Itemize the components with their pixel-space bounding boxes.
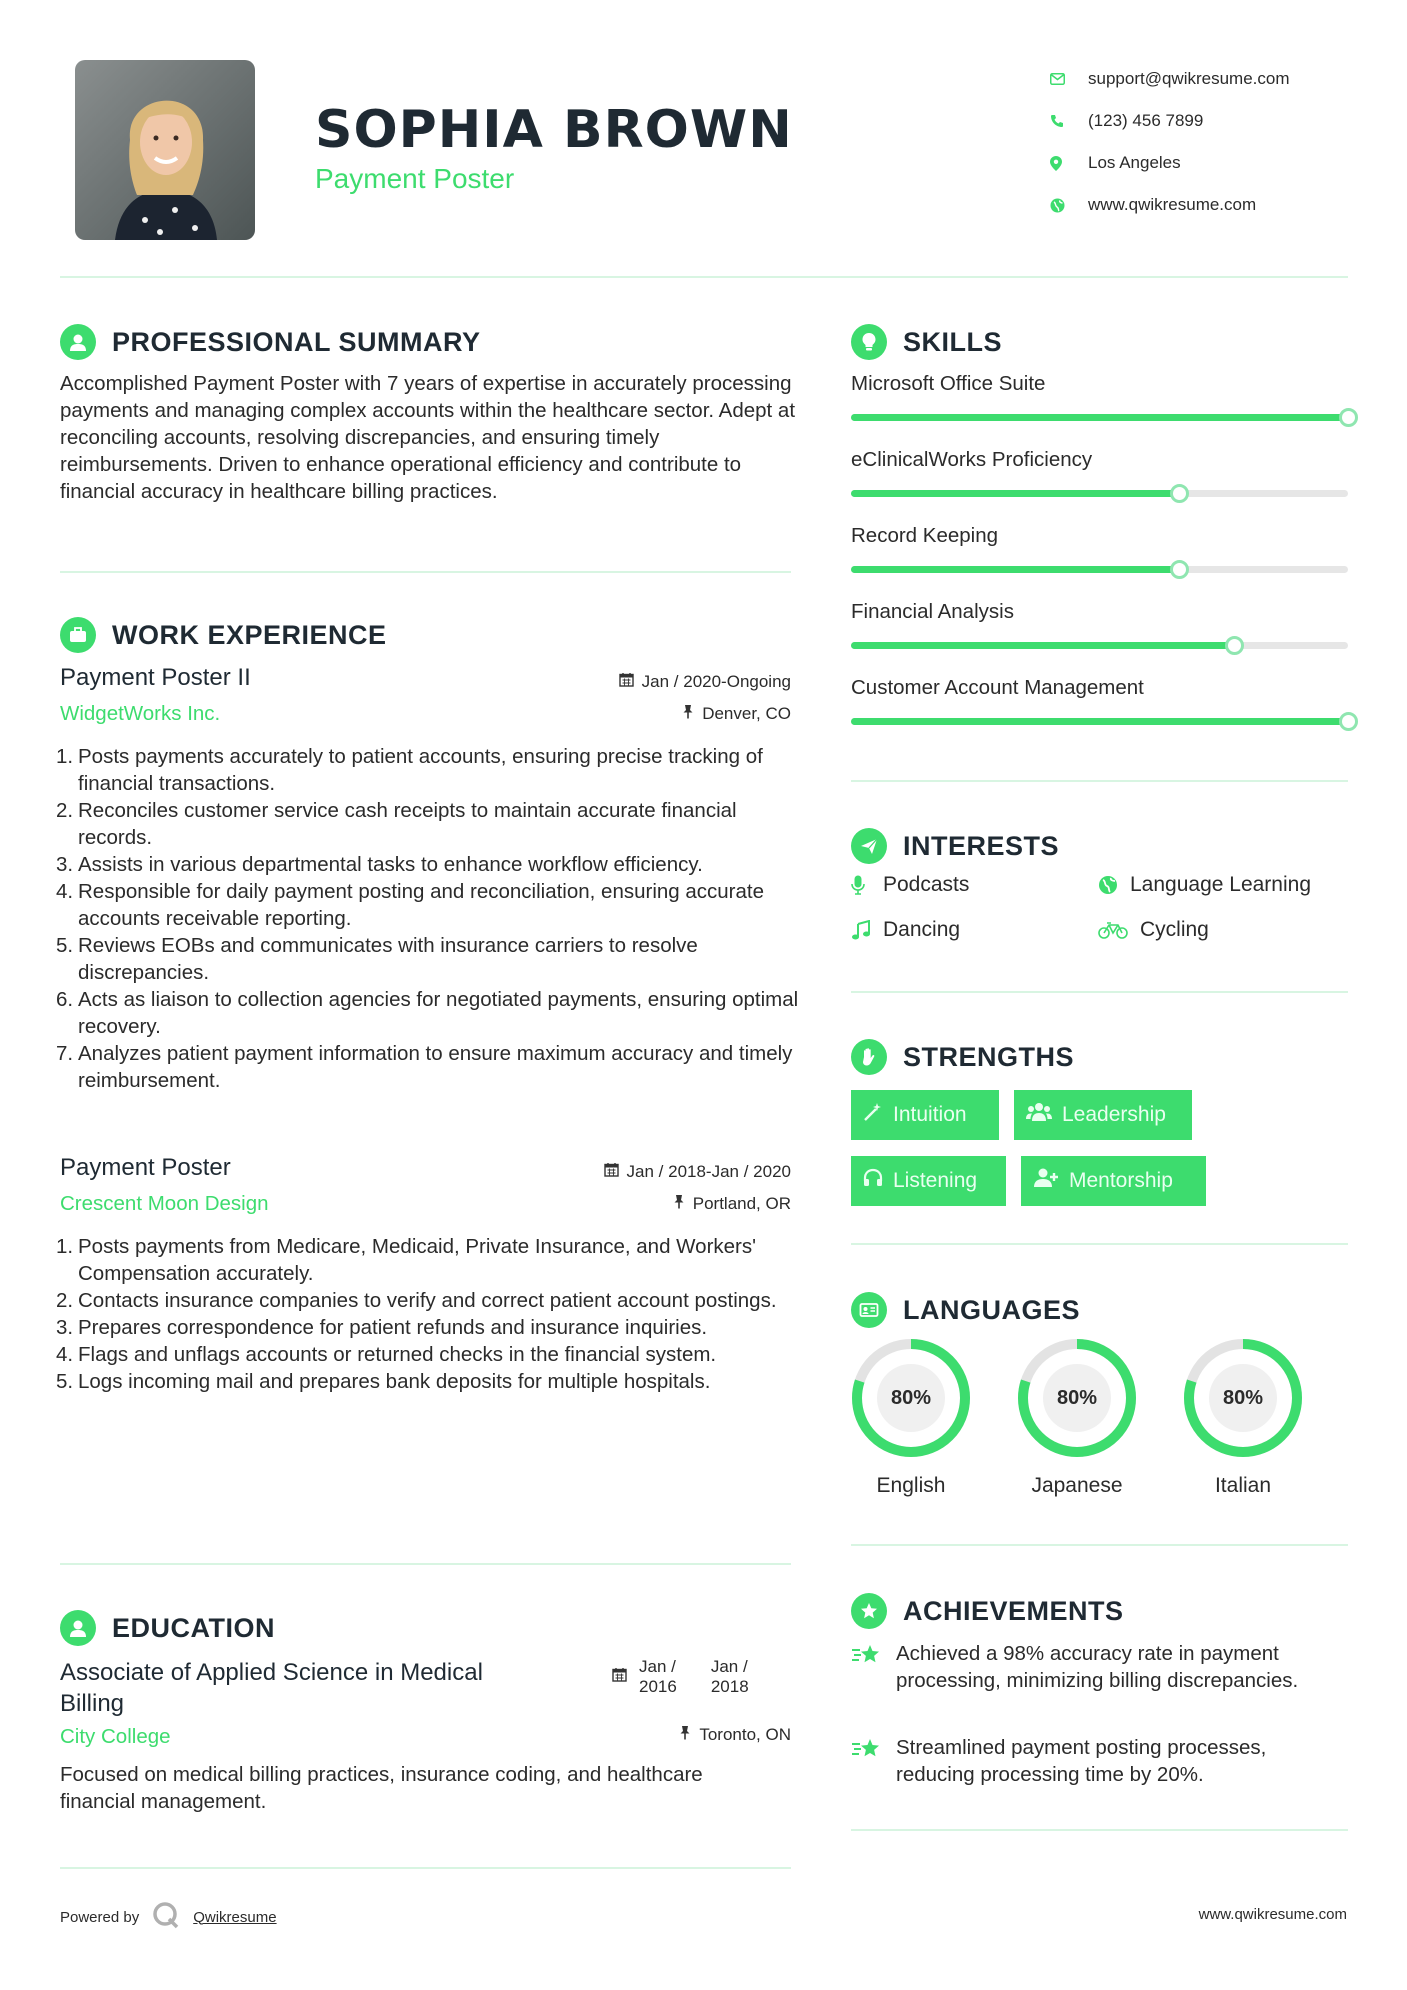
languages-divider xyxy=(851,1544,1348,1546)
degree-title: Associate of Applied Science in Medical Billing xyxy=(60,1659,483,1717)
duty-item: Reconciles customer service cash receipts to maintain accurate financial records. xyxy=(78,799,737,849)
star-badge-icon xyxy=(851,1593,887,1629)
language-name: Italian xyxy=(1214,1474,1272,1497)
skill-label: Record Keeping xyxy=(851,524,999,547)
skill-bar xyxy=(851,490,1348,497)
skill-bar xyxy=(851,566,1348,573)
calendar-icon xyxy=(619,672,634,692)
language-percent: 80% xyxy=(1056,1386,1098,1409)
contact-website[interactable] xyxy=(1050,184,1290,226)
job-1-title: Payment Poster II xyxy=(60,664,251,691)
job-2-title: Payment Poster xyxy=(60,1154,231,1181)
calendar-icon xyxy=(604,1162,619,1182)
hand-icon xyxy=(851,1039,887,1075)
users-icon xyxy=(1026,1102,1052,1128)
experience-divider xyxy=(60,1563,791,1565)
header-divider xyxy=(60,276,1348,278)
job-1-dates: Jan / 2020-Ongoing xyxy=(500,672,791,692)
headphones-icon xyxy=(863,1168,883,1194)
language-item xyxy=(1181,1336,1305,1498)
contact-phone[interactable] xyxy=(1050,100,1290,142)
language-ring xyxy=(849,1336,973,1460)
user-icon xyxy=(60,324,96,360)
skill-label: Microsoft Office Suite xyxy=(851,372,1046,395)
duty-item: Prepares correspondence for patient refunds and insurance inquiries. xyxy=(78,1316,708,1339)
contact-email-text: support@qwikresume.com xyxy=(1088,69,1290,88)
duty-item: Posts payments accurately to patient accounts, ensuring precise tracking of financial transactions. xyxy=(78,745,763,795)
skill-bar-knob xyxy=(1339,408,1358,427)
duty-item: Analyzes patient payment information to ensure maximum accuracy and timely reimbursement. xyxy=(78,1042,793,1092)
lightbulb-icon xyxy=(851,324,887,360)
skills-heading: SKILLS xyxy=(851,324,1002,360)
envelope-icon xyxy=(1050,73,1088,85)
contact-location-text: Los Angeles xyxy=(1088,153,1181,172)
skill-bar-fill xyxy=(851,414,1348,421)
duty-item: Assists in various departmental tasks to enhance workflow efficiency. xyxy=(78,853,703,876)
skill-label: Customer Account Management xyxy=(851,676,1144,699)
language-item xyxy=(849,1336,973,1498)
language-name: English xyxy=(876,1474,946,1497)
footer-brand-link[interactable]: Qwikresume xyxy=(193,1908,277,1926)
interest-cycling: Cycling xyxy=(1098,918,1209,942)
skill-bar xyxy=(851,414,1348,421)
skill-bar-fill xyxy=(851,490,1179,497)
skill-bar xyxy=(851,718,1348,725)
globe-icon xyxy=(1098,875,1130,895)
school-name: City College xyxy=(60,1725,171,1748)
profile-photo xyxy=(75,60,255,240)
interest-podcasts: Podcasts xyxy=(851,873,969,897)
education-description: Focused on medical billing practices, insurance coding, and healthcare financial management. xyxy=(60,1763,703,1813)
magic-wand-icon xyxy=(863,1102,883,1128)
strengths-divider xyxy=(851,1243,1348,1245)
calendar-icon xyxy=(612,1667,627,1687)
duty-item: Reviews EOBs and communicates with insurance carriers to resolve discrepancies. xyxy=(78,934,698,984)
briefcase-icon xyxy=(60,617,96,653)
strength-mentorship: Mentorship xyxy=(1021,1156,1206,1206)
user-plus-icon xyxy=(1033,1168,1059,1194)
strength-intuition: Intuition xyxy=(851,1090,999,1140)
achievement-item: Streamlined payment posting processes, reducing processing time by 20%. xyxy=(851,1734,1348,1788)
skill-bar xyxy=(851,642,1348,649)
experience-heading: WORK EXPERIENCE xyxy=(60,617,387,653)
job-2-duties xyxy=(60,1233,800,1395)
achievement-item: Achieved a 98% accuracy rate in payment processing, minimizing billing discrepancies. xyxy=(851,1640,1348,1694)
duty-item: Flags and unflags accounts or returned checks in the financial system. xyxy=(78,1343,717,1366)
contact-email[interactable] xyxy=(1050,58,1290,100)
skill-label: eClinicalWorks Proficiency xyxy=(851,448,1093,471)
job-2-dates: Jan / 2018-Jan / 2020 xyxy=(500,1162,791,1182)
skill-bar-knob xyxy=(1339,712,1358,731)
footer-powered-by: Powered by Qwikresume xyxy=(60,1900,277,1934)
duty-item: Responsible for daily payment posting and reconciliation, ensuring accurate accounts receivable reporting. xyxy=(78,880,765,930)
interests-divider xyxy=(851,991,1348,993)
interest-language-learning: Language Learning xyxy=(1098,873,1311,897)
map-pin-icon xyxy=(1050,156,1088,171)
skill-label: Financial Analysis xyxy=(851,600,1014,623)
achievements-heading: ACHIEVEMENTS xyxy=(851,1593,1124,1629)
contact-phone-text: (123) 456 7899 xyxy=(1088,111,1204,130)
skill-bar-fill xyxy=(851,566,1179,573)
education-location: Toronto, ON xyxy=(500,1725,791,1745)
summary-heading: PROFESSIONAL SUMMARY xyxy=(60,324,481,360)
summary-divider xyxy=(60,571,791,573)
paper-plane-icon xyxy=(851,828,887,864)
shooting-star-icon xyxy=(851,1734,896,1788)
skill-bar-fill xyxy=(851,642,1234,649)
skill-bar-knob xyxy=(1170,484,1189,503)
interest-dancing: Dancing xyxy=(851,918,960,942)
skill-bar-knob xyxy=(1170,560,1189,579)
id-card-icon xyxy=(851,1292,887,1328)
pushpin-icon xyxy=(682,704,694,724)
achievements-divider xyxy=(851,1829,1348,1831)
language-item xyxy=(1015,1336,1139,1498)
language-percent: 80% xyxy=(1222,1386,1264,1409)
language-ring xyxy=(1015,1336,1139,1460)
contact-location xyxy=(1050,142,1290,184)
strength-listening: Listening xyxy=(851,1156,1006,1206)
interests-heading: INTERESTS xyxy=(851,828,1059,864)
phone-icon xyxy=(1050,114,1088,128)
strengths-heading: STRENGTHS xyxy=(851,1039,1074,1075)
strength-leadership: Leadership xyxy=(1014,1090,1192,1140)
education-dates: Jan / 2016 Jan / 2018 xyxy=(612,1657,772,1697)
language-ring xyxy=(1181,1336,1305,1460)
graduation-icon xyxy=(60,1610,96,1646)
languages-heading: LANGUAGES xyxy=(851,1292,1080,1328)
education-heading: EDUCATION xyxy=(60,1610,275,1646)
contact-website-text: www.qwikresume.com xyxy=(1088,195,1257,214)
skill-bar-knob xyxy=(1225,636,1244,655)
pushpin-icon xyxy=(673,1194,685,1214)
bicycle-icon xyxy=(1098,921,1140,939)
summary-text: Accomplished Payment Poster with 7 years of expertise in accurately processing payments and managing complex accounts within the healthcare sector. Adept at reconciling accounts, resolving discrepancies, and ensuring timely reimbursements. Driven to enhance operational efficiency and contribute to financial accuracy in healthcare billing practices. xyxy=(60,372,796,503)
candidate-title: Payment Poster xyxy=(315,163,515,194)
contact-list xyxy=(1050,58,1290,226)
shooting-star-icon xyxy=(851,1640,896,1694)
pushpin-icon xyxy=(679,1725,691,1745)
education-divider xyxy=(60,1867,791,1869)
duty-item: Posts payments from Medicare, Medicaid, Private Insurance, and Workers' Compensation accurately. xyxy=(78,1235,757,1285)
job-1-location: Denver, CO xyxy=(500,704,791,724)
microphone-icon xyxy=(851,875,883,895)
candidate-name: SOPHIA BROWN xyxy=(315,100,793,160)
qwikresume-logo-icon xyxy=(151,1900,181,1934)
language-name: Japanese xyxy=(1031,1474,1123,1497)
skills-divider xyxy=(851,780,1348,782)
duty-item: Contacts insurance companies to verify and correct patient account postings. xyxy=(78,1289,777,1312)
duty-item: Logs incoming mail and prepares bank deposits for multiple hospitals. xyxy=(78,1370,711,1393)
globe-icon xyxy=(1050,198,1088,213)
job-2-company: Crescent Moon Design xyxy=(60,1192,269,1215)
music-note-icon xyxy=(851,920,883,940)
job-1-company: WidgetWorks Inc. xyxy=(60,702,221,725)
language-percent: 80% xyxy=(890,1386,932,1409)
job-1-duties xyxy=(60,743,800,1094)
skill-bar-fill xyxy=(851,718,1348,725)
footer-url[interactable]: www.qwikresume.com xyxy=(1198,1906,1347,1923)
duty-item: Acts as liaison to collection agencies for negotiated payments, ensuring optimal recovery. xyxy=(78,988,799,1038)
job-2-location: Portland, OR xyxy=(500,1194,791,1214)
